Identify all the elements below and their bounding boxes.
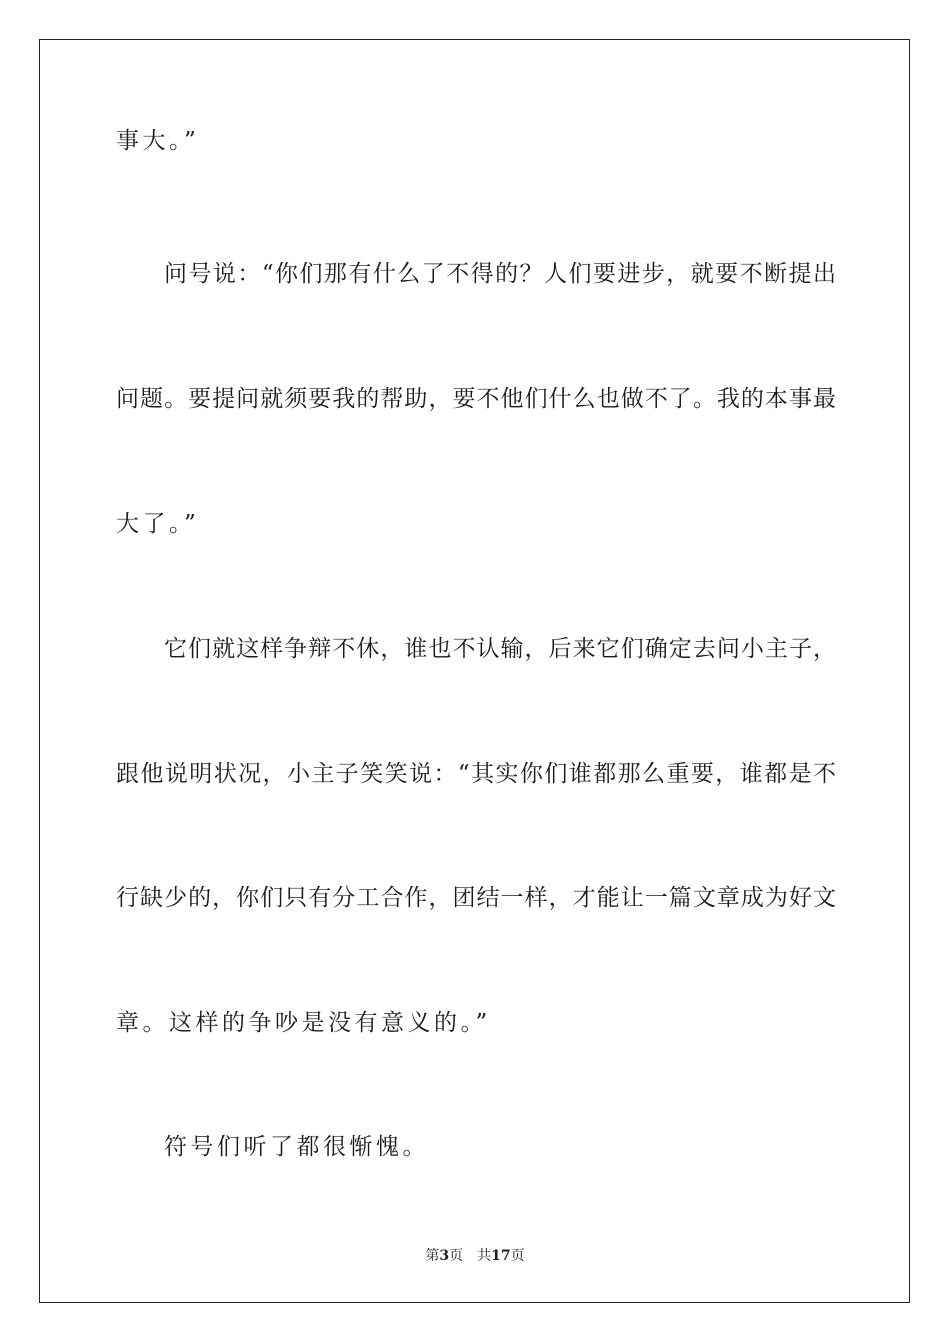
total-pages: 17 xyxy=(491,1248,511,1264)
text-line-7: 行缺少的，你们只有分工合作，团结一样，才能让一篇文章成为好文 xyxy=(116,885,836,911)
text-line-6: 跟他说明状况，小主子笑笑说：“其实你们谁都那么重要，谁都是不 xyxy=(116,761,836,787)
text-line-9: 符号们听了都很惭愧。 xyxy=(164,1134,429,1160)
text-line-2: 问号说：“你们那有什么了不得的？人们要进步，就要不断提出 xyxy=(164,261,836,287)
page-suffix: 页 xyxy=(449,1248,464,1264)
text-line-3: 问题。要提问就须要我的帮助，要不他们什么也做不了。我的本事最 xyxy=(116,386,836,412)
text-line-8: 章。这样的争吵是没有意义的。” xyxy=(116,1010,491,1036)
page-prefix: 第 xyxy=(425,1248,440,1264)
total-suffix: 页 xyxy=(510,1248,525,1264)
total-prefix: 共 xyxy=(477,1248,492,1264)
page-footer xyxy=(0,1246,950,1266)
page-frame xyxy=(39,39,910,1303)
text-line-4: 大了。” xyxy=(116,511,200,537)
page-number: 3 xyxy=(439,1248,450,1264)
text-line-5: 它们就这样争辩不休，谁也不认输，后来它们确定去问小主子， xyxy=(164,636,836,662)
text-line-1: 事大。” xyxy=(116,128,200,154)
